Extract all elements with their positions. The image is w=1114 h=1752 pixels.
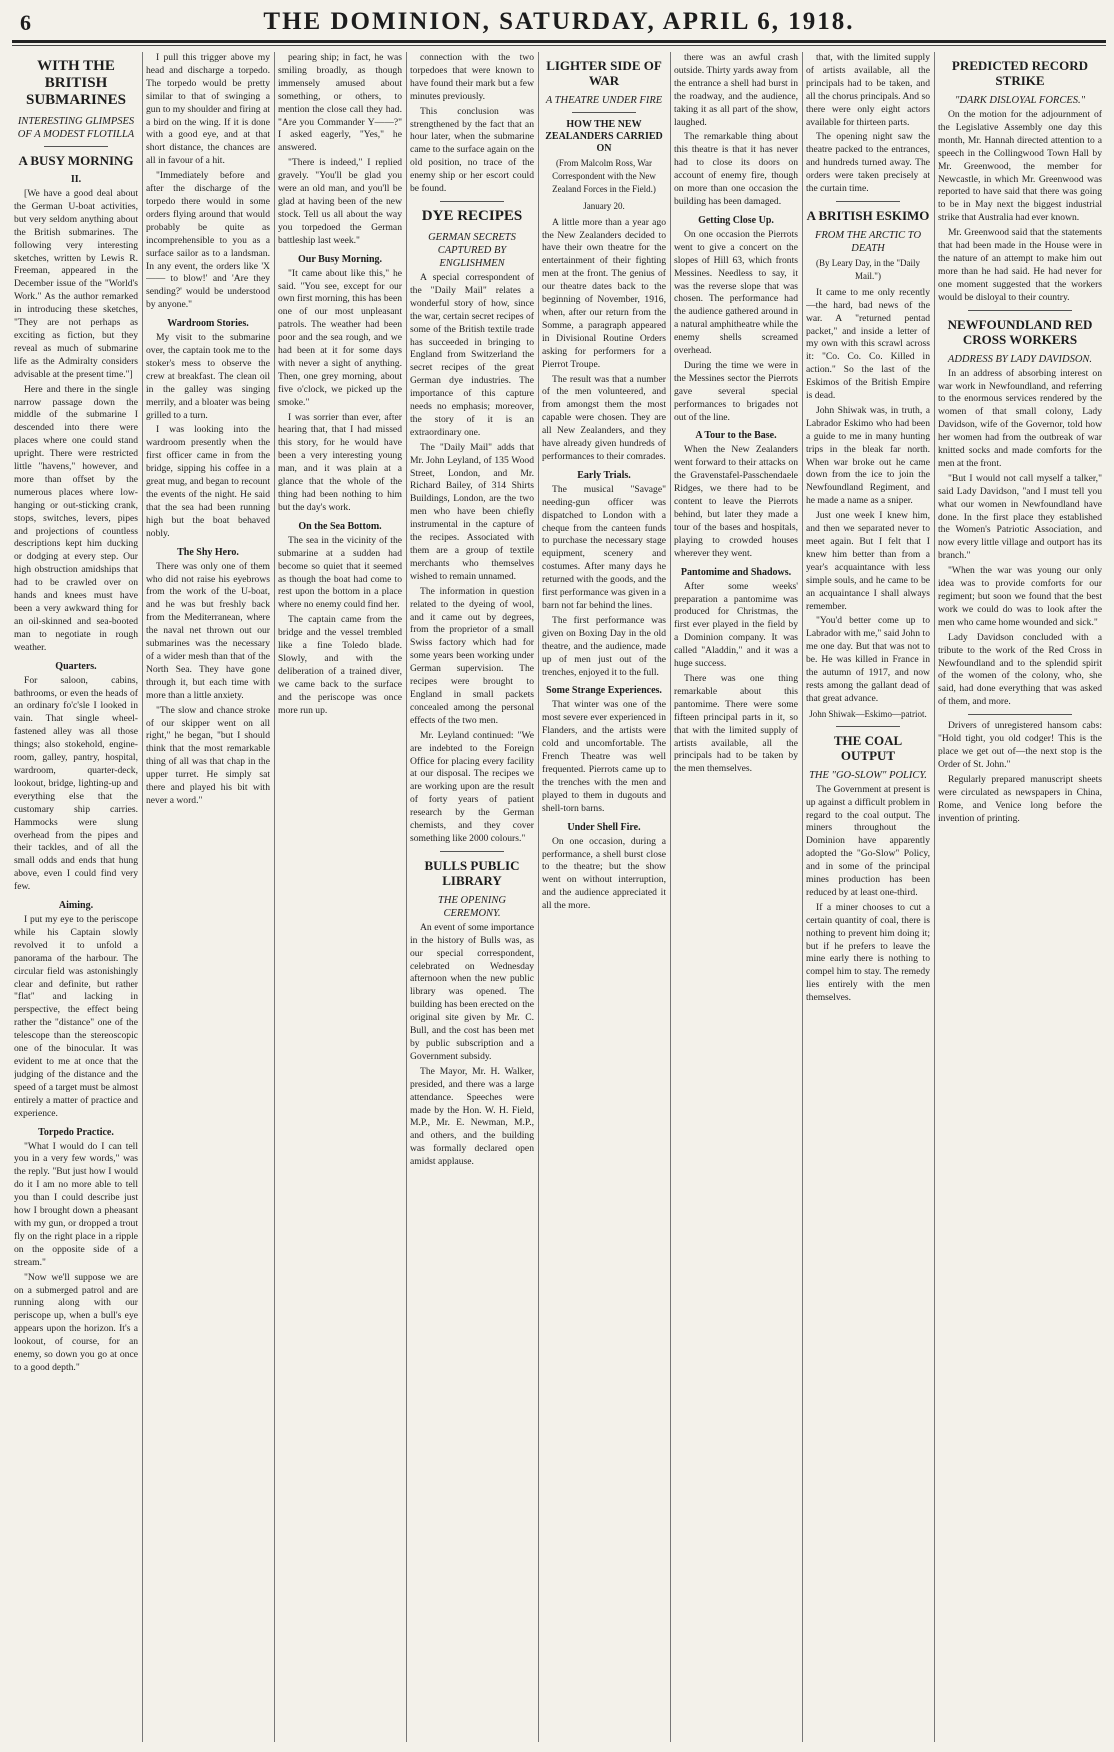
paragraph: When the New Zealanders went forward to their attacks on the Gravenstafel-Passchendaele Ridges, we there had to be content to leave the Pierrots behind, but later they made a tour of the bases and hospitals, playing to crowded houses wherever they went. <box>674 444 798 559</box>
paragraph: On one occasion, during a performance, a shell burst close to the theatre; but the show went on without interruption, and the audience appreciated it all the more. <box>542 835 666 912</box>
paragraph: [We have a good deal about the German U-boat activities, but very seldom anything about the British submarines. The following very interesting sketches, written by Lewis R. Freeman, appeared in the December issue of the "World's Work." As the author remarked in introducing these sketches, "They are not perhaps as exciting as fiction, but they reveal as much of submarine life as the Admiralty considers advisable at the present time."] <box>14 188 138 380</box>
paragraph: that, with the limited supply of artists available, all the principals had to be taken, and all the chorus principals. And so there were only eight actors available for thirteen parts. <box>806 52 930 128</box>
byline: (By Leary Day, in the "Daily Mail.") <box>815 257 921 281</box>
section-heading: The Shy Hero. <box>177 546 239 558</box>
column-3 <box>278 52 402 1742</box>
paragraph: Lady Davidson concluded with a tribute to the work of the Red Cross in Newfoundland and to the splendid spirit of the women of the colony, who, she said, had done everything that was asked of them, and more. <box>938 631 1102 708</box>
paragraph: The Government at present is up against a difficult problem in regard to the coal output. The miners throughout the Dominion have apparently adopted the "Go-Slow" Policy, and in some of the principal mines production has been reduced by at least one-third. <box>806 783 930 898</box>
paragraph: "Immediately before and after the discharge of the torpedo there would in some orders flying around that would probably be quite as incomprehensible to you as a surface sailor as to a landsman. In any event, the orders like 'X—— to blow!' and 'Are they sending?' would be understood by anyone." <box>146 170 270 311</box>
paragraph: The Mayor, Mr. H. Walker, presided, and there was a large attendance. Speeches were made by the Hon. W. H. Field, M.P., Mr. E. Newman, M.P., and others, and the building was formally declared open amidst applause. <box>410 1065 534 1168</box>
column-8 <box>938 52 1102 1742</box>
article-headline: WITH THE BRITISH SUBMARINES <box>25 58 127 108</box>
article-subhead: ADDRESS BY LADY DAVIDSON. <box>947 353 1093 365</box>
paragraph: The information in question related to the dyeing of wool, and it came out by degrees, from the proprietor of a small Swiss factory which had for some years been working under German supervision. The recipes were brought to England in small packets concealed among the personal effects of the two men. <box>410 585 534 726</box>
article-headline: LIGHTER SIDE OF WAR <box>546 58 662 88</box>
byline: (From Malcolm Ross, War Correspondent with the New Zealand Forces in the Field.) <box>552 158 656 194</box>
paragraph: Drivers of unregistered hansom cabs: "Hold tight, you old codger! This is the place we get out of—the next stop is the Order of St. John." <box>938 720 1102 770</box>
paragraph: pearing ship; in fact, he was smiling broadly, as though immensely amused about something, or others, to mention the close call they had. "Are you Commander Y——?" I asked eagerly, "Yes," he answered. <box>278 52 402 154</box>
column-6 <box>674 52 798 1742</box>
column-4 <box>410 52 534 1742</box>
column-separator <box>142 52 143 1742</box>
paragraph: The remarkable thing about this theatre is that it has never had to close its doors on account of enemy fire, though on more than one occasion the building has been damaged. <box>674 131 798 207</box>
divider <box>968 310 1072 311</box>
paragraph: "There is indeed," I replied gravely. "You'll be glad you were an old man, and you'll be glad at having been of the new stock. Tell us all about the way you torpedoed the German battleship last week." <box>278 157 402 246</box>
section-heading: On the Sea Bottom. <box>298 520 382 532</box>
paragraph: Here and there in the single narrow passage down the middle of the submarine I descended into there were places where one could stand upright. There were restricted little "havens," however, and more than offset by the numerous places where low-hanging or out-sticking crank, stops, switches, levers, pipes and projections of countless descriptions kept him ducking or dodging at every step. Our high obstruction amidships that had to be crawled over on hands and knees must have been a very awkward thing for an oil-skinned and sea-booted man to negotiate in rough weather. <box>14 383 138 653</box>
paragraph: The first performance was given on Boxing Day in the old theatre, and the audience, made up of men just out of the trenches, enjoyed it to the full. <box>542 614 666 678</box>
article-subhead: GERMAN SECRETS CAPTURED BY ENGLISHMEN <box>428 231 516 269</box>
article-subhead: "DARK DISLOYAL FORCES." <box>954 95 1086 106</box>
column-separator <box>406 52 407 1742</box>
column-separator <box>538 52 539 1742</box>
paragraph: Regularly prepared manuscript sheets were circulated as newspapers in China, Rome, and Venice long before the invention of printing. <box>938 773 1102 824</box>
section-heading: Pantomime and Shadows. <box>680 566 792 578</box>
paragraph: A special correspondent of the "Daily Mail" relates a wonderful story of how, since the war, certain secret recipes of some of the British textile trade has succeeded in bringing to England from Switzerland the secret recipes of the great German dye industries. The importance of this capture needs no emphasis; moreover, the story of it is an extraordinary one. <box>410 271 534 438</box>
paragraph: John Shiwak was, in truth, a Labrador Eskimo who had been a guide to me in many hunting trips in the bleak far north. When war broke out he came down from the ice to join the Newfoundland Regiment, and he made a name as a sniper. <box>806 404 930 507</box>
paragraph: "But I would not call myself a talker," said Lady Davidson, "and I must tell you what our women in Newfoundland have done. In the first place they established the Women's Patriotic Association, and now every little village and outport has its branch." <box>938 472 1102 562</box>
section-heading: A Tour to the Base. <box>695 430 777 442</box>
section-heading: HOW THE NEW ZEALANDERS CARRIED ON <box>545 119 663 154</box>
paragraph: The captain came from the bridge and the vessel trembled like a fine Toledo blade. Slowly, and with the deliberation of a trained diver, we came back to the surface and the periscope was once more run up. <box>278 614 402 716</box>
divider <box>44 146 108 147</box>
paragraph: During the time we were in the Messines sector the Pierrots gave several special performances to brigades not out of the line. <box>674 359 798 423</box>
paragraph: Just one week I knew him, and then we separated never to meet again. But I felt that I knew him better than from a year's acquaintance with less simple souls, and he came to be an acquaintance I shall always remember. <box>806 510 930 612</box>
section-heading: A BUSY MORNING <box>18 153 134 168</box>
paragraph: Mr. Greenwood said that the statements that had been made in the House were in the nature of an attempt to make him out more than he had said. He had never for one moment suggested that the workers would be disloyal to their country. <box>938 227 1102 303</box>
paragraph: The result was that a number of the men volunteered, and from amongst them the most capable were chosen. They are all New Zealanders, and they have already given hundreds of performances to their comrades. <box>542 373 666 462</box>
section-heading: Torpedo Practice. <box>38 1126 114 1138</box>
paragraph: The sea in the vicinity of the submarine at a sudden had become so quiet that it seemed as though the boat had come to rest upon the bottom in a place where no enemy could find her. <box>278 534 402 611</box>
paragraph: I was sorrier than ever, after hearing that, that I had missed this story, for he would have been a very interesting young man, and it was plain at a glance that the whole of the thing had been nothing to him but the day's work. <box>278 411 402 513</box>
masthead-rule <box>12 40 1106 43</box>
masthead <box>12 6 1106 40</box>
paragraph: "You'd better come up to Labrador with me," said John to me one day. But that was not to be. He was killed in France in the autumn of 1917, and now rests among the gallant dead of that great advance. <box>806 615 930 704</box>
section-heading: Under Shell Fire. <box>567 821 641 833</box>
paragraph: The "Daily Mail" adds that Mr. John Leyland, of 135 Wood Street, London, and Mr. Richard Bailey, of 314 Shirts Buildings, London, are the two men who have been chiefly instrumental in the capture of the recipes. Associated with them are a group of textile merchants who themselves wished to remain unnamed. <box>410 441 534 582</box>
section-heading: Quarters. <box>55 660 97 672</box>
paragraph: On the motion for the adjournment of the Legislative Assembly one day this month, Mr. Hannah directed attention to a speech in the Collingwood Town Hall by Mr. Greenwood, the member for Newcastle, in which Mr. Greenwood was reported to have said that there was going to be in May next the biggest industrial strike that Australia had ever known. <box>938 109 1102 224</box>
section-heading: Wardroom Stories. <box>167 318 249 330</box>
paragraph: In an address of absorbing interest on war work in Newfoundland, and referring to the enormous services rendered by the women of that small colony, Lady Davidson, wife of the Governor, told how her women had from the outbreak of war knitted socks and made comforts for the men at the front. <box>938 367 1102 469</box>
signature-line: John Shiwak—Eskimo—patriot. <box>809 708 927 719</box>
article-headline: NEWFOUNDLAND RED CROSS WORKERS <box>947 316 1093 347</box>
article-subhead: A THEATRE UNDER FIRE <box>545 95 663 106</box>
article-headline: A BRITISH ESKIMO <box>806 207 930 223</box>
column-5 <box>542 52 666 1742</box>
column-separator <box>802 52 803 1742</box>
column-1 <box>14 52 138 1742</box>
paragraph: There was only one of them who did not raise his eyebrows from the work of the U-boat, and he was but freshly back from the Mediterranean, where the naval net thrown out our submarines was the necessary of a wider mesh than that of the North Sea. They have gone through it, but each time with more than a little anxiety. <box>146 560 270 701</box>
article-headline: DYE RECIPES <box>421 207 523 224</box>
paragraph: After some weeks' preparation a pantomime was produced for Christmas, the first ever played in the field by a Dominion company. It was called "Aladdin," and it was a huge success. <box>674 580 798 670</box>
paragraph: I was looking into the wardroom presently when the first officer came in from the bridge, sipping his coffee in a great mug, and began to recount the events of the night. He said that the sea had been running high but the boat behaved nobly. <box>146 424 270 539</box>
page-number: 6 <box>20 10 31 35</box>
divider <box>968 714 1072 715</box>
paragraph: On one occasion the Pierrots went to give a concert on the slopes of Hill 63, which fronts Messines. Needless to say, it was the reverse slope that was chosen. The performance had the audience gathered around in a natural amphitheatre while the enemy shells screamed overhead. <box>674 228 798 357</box>
article-headline: PREDICTED RECORD STRIKE <box>951 58 1089 88</box>
paragraph: "What I would do I can tell you in a very few words," was the reply. "But just how I would do it I am no more able to tell you than I could describe just how I brought down a pheasant with my gun, or dropped a trout fly on the right place in a ripple on the opposite side of a stream." <box>14 1140 138 1268</box>
article-headline: THE COAL OUTPUT <box>833 732 903 763</box>
paragraph: connection with the two torpedoes that were known to have found their mark but a few minutes previously. <box>410 52 534 102</box>
article-subhead: FROM THE ARCTIC TO DEATH <box>814 229 922 254</box>
paragraph: There was one thing remarkable about this pantomime. There were some fifteen principal parts in it, so that with the limited supply of artists available, all the principals had to be taken by the men themselves. <box>674 672 798 775</box>
column-separator <box>934 52 935 1742</box>
section-heading: Getting Close Up. <box>698 214 774 226</box>
masthead-title: THE DOMINION, SATURDAY, APRIL 6, 1918. <box>263 8 855 35</box>
column-separator <box>670 52 671 1742</box>
paragraph: The musical "Savage" needing-gun officer was dispatched to London with a cheque from the canteen funds to purchase the necessary stage equipment, scenery and costumes. After many days he returned with the goods, and the first performance was given in a barn not far behind the lines. <box>542 483 666 611</box>
divider <box>572 112 636 113</box>
article-subhead: THE "GO-SLOW" POLICY. <box>809 769 927 781</box>
article-subhead: INTERESTING GLIMPSES OF A MODEST FLOTILLA <box>17 116 135 140</box>
paragraph: Mr. Leyland continued: "We are indebted to the Foreign Office for placing every facility at our disposal. The recipes we are working upon are the result of forty years of patient research by the German chemists, and they cover something like 2000 colours." <box>410 729 534 844</box>
divider <box>440 201 504 202</box>
article-headline: BULLS PUBLIC LIBRARY <box>424 857 520 888</box>
paragraph: "Now we'll suppose we are on a submerged patrol and are running along with our periscope up, when a bull's eye appears upon the horizon. It's a lookout, of course, for an enemy, so down you go at once to a good depth." <box>14 1271 138 1373</box>
paragraph: The opening night saw the theatre packed to the entrances, and hundreds turned away. The orders were taken precisely at the curtain time. <box>806 131 930 195</box>
divider <box>836 726 900 727</box>
section-number: II. <box>70 174 82 185</box>
paragraph: For saloon, cabins, bathrooms, or even the heads of an ordinary fo'c'sle I looked in vain. That single wheel-fastened alley was all those things; also stokehold, engine-room, galley, pantry, hospital, wardroom, quarter-deck, lookout, bridge, lighting-up and everything else that the customary ship carries. Hammocks were slung overhead from the pipes and their tackles, and of all the small odds and ends that hung above, even I could find very few. <box>14 674 138 893</box>
paragraph: "It came about like this," he said. "You see, except for our own first morning, this has been one of our most unpleasant patrols. The weather had been poor and the sea rough, and we had been at it for some days with never a sight of anything. Then, one grey morning, about five o'clock, we picked up the smoke." <box>278 267 402 408</box>
paragraph: It came to me only recently—the hard, bad news of the war. A "returned pentad packet," and inside a letter of my own with this scrawl across it: "Co. Co. Co. Killed in action." So the last of the Eskimos of the British Empire is dead. <box>806 286 930 402</box>
paragraph: An event of some importance in the history of Bulls was, as our special correspondent, celebrated on Wednesday afternoon when the new public library was opened. The building has been erected on the original site given by Mr. C. Bull, and the cost has been met by public subscription and a Government subsidy. <box>410 921 534 1062</box>
section-heading: Our Busy Morning. <box>298 253 382 265</box>
column-separator <box>274 52 275 1742</box>
paragraph: "The slow and chance stroke of our skipper went on all right," he began, "but I should think that the most remarkable thing of all was that chap in the upper turret. He simply sat there and played his bit with never a word." <box>146 704 270 806</box>
section-heading: Early Trials. <box>577 469 631 481</box>
column-2 <box>146 52 270 1742</box>
paragraph: A little more than a year ago the New Zealanders decided to have their own theatre for the entertainment of their fighting men at the front. The genius of our theatre dates back to the beginning of November, 1916, when, after our return from the Somme, a paragraph appeared in Divisional Routine Orders asking for performers for a Pierrot Troupe. <box>542 216 666 370</box>
column-7 <box>806 52 930 1742</box>
article-subhead: THE OPENING CEREMONY. <box>438 894 506 919</box>
paragraph: there was an awful crash outside. Thirty yards away from the entrance a shell had burst in the roadway, and the audience, taking it as all part of the show, laughed. <box>674 52 798 128</box>
section-heading: Aiming. <box>58 900 94 912</box>
paragraph: My visit to the submarine over, the captain took me to the stoker's mess to observe the crew at breakfast. The clean oil in the galley was singing merrily, and a bloater was being grilled to a turn. <box>146 332 270 421</box>
paragraph: This conclusion was strengthened by the fact that an hour later, when the submarine came to the surface again on the old position, no trace of the enemy ship or her escort could be found. <box>410 105 534 195</box>
paragraph: I put my eye to the periscope while his Captain slowly revolved it to unfold a panorama of the harbour. The circular field was astonishingly clear and definite, but rather "flat" and lacking in perspective, the effect being rather the "distance" one of the telescope than the stereoscopic one of the binocular. It was evident to me at once that the judging of the distance and the speed of a target must be almost entirely a matter of practice and experience. <box>14 914 138 1119</box>
divider <box>836 201 900 202</box>
divider <box>440 851 504 852</box>
paragraph: That winter was one of the most severe ever experienced in Flanders, and the artists were cold and uncomfortable. The French Theatre was well frequented. Pierrots came up to the trenches with the men and played to them in dugouts and shell-torn barns. <box>542 699 666 814</box>
paragraph: I pull this trigger above my head and discharge a torpedo. The torpedo would be pretty similar to that of swinging a gun to my shoulder and firing at a bird on the wing. If it is done with a good eye, and at that short distance, the chances are all in favour of a hit. <box>146 52 270 167</box>
section-heading: Some Strange Experiences. <box>546 685 662 697</box>
masthead-rule-thin <box>12 45 1106 46</box>
dateline: January 20. <box>583 200 625 211</box>
paragraph: If a miner chooses to cut a certain quantity of coal, there is nothing to prevent him doing it; but if he prefers to leave the mine early there is nothing to compel him to stay. The remedy lies entirely with the men themselves. <box>806 901 930 1004</box>
paragraph: "When the war was young our only idea was to provide comforts for our regiment; but soon we found that the best work we could do was to look after the men who came home wounded and sick." <box>938 565 1102 628</box>
